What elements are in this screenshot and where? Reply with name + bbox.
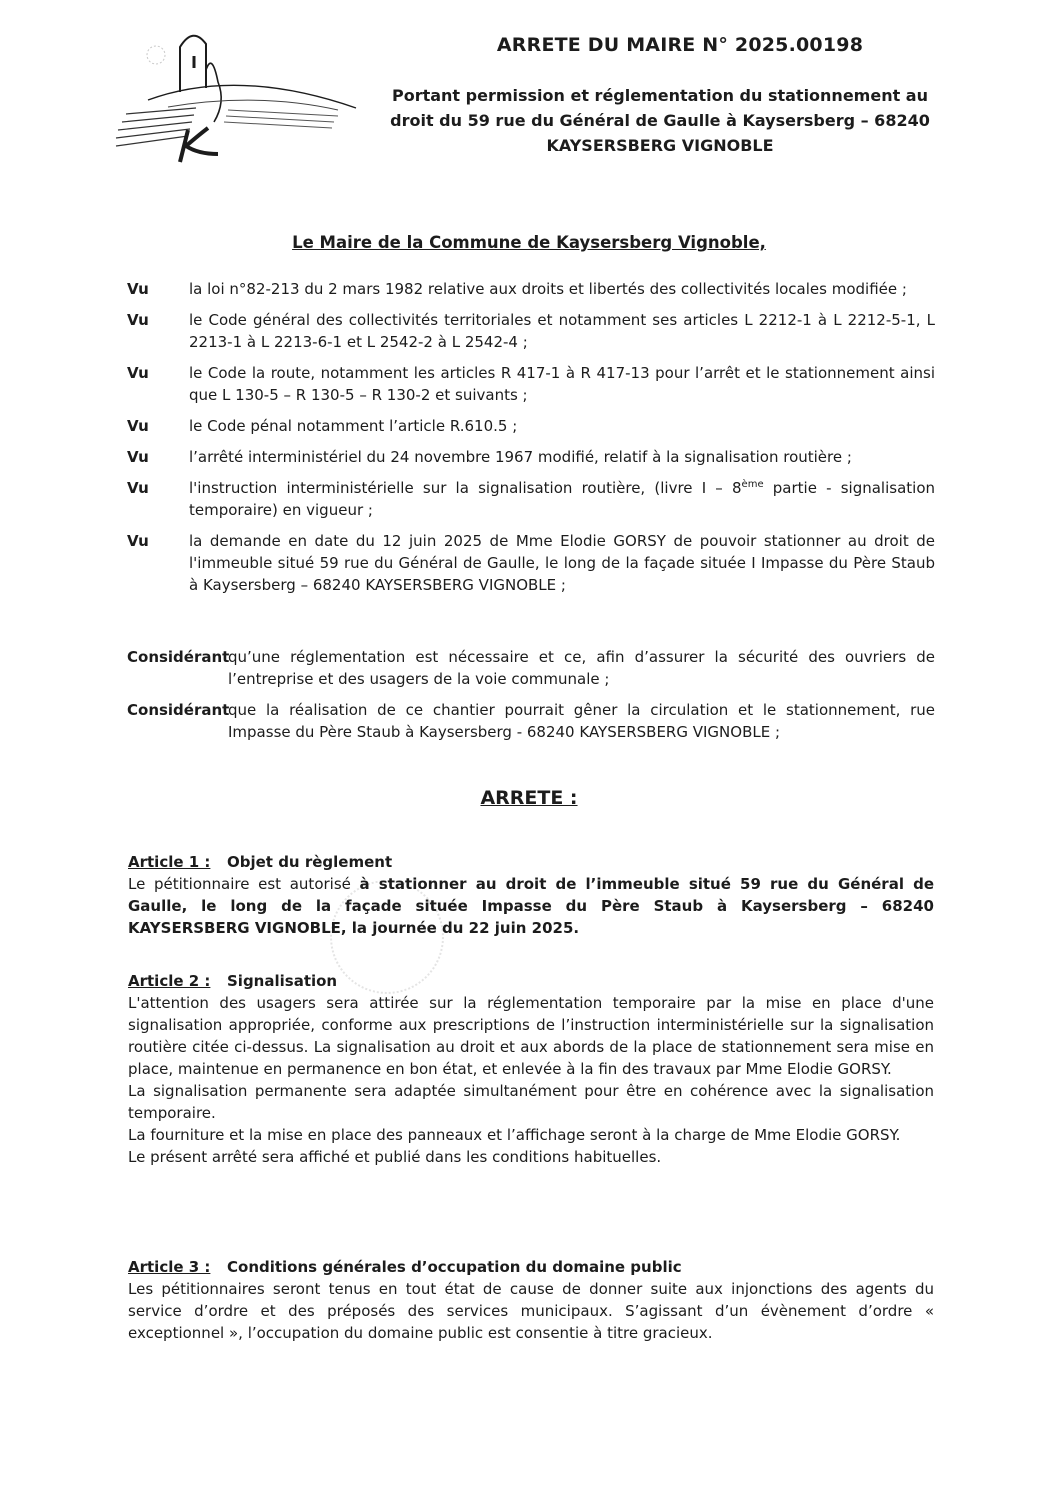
article-paragraph bbox=[128, 873, 934, 939]
vu-text bbox=[189, 477, 935, 521]
article-number: Article 2 : bbox=[128, 972, 211, 990]
article-heading bbox=[128, 1256, 934, 1278]
considerant-text: que la réalisation de ce chantier pourrait gêner la circulation et le stationnement, rue Impasse du Père Staub à Kaysersberg - 68240 KAYSERSBERG VIGNOBLE ; bbox=[228, 701, 935, 741]
vu-text: le Code général des collectivités territoriales et notamment ses articles L 2212-1 à L 2212-5-1, L 2213-1 à L 2213-6-1 et L 2542-2 à L 2542-4 ; bbox=[189, 311, 935, 351]
subtitle-line: KAYSERSBERG VIGNOBLE bbox=[546, 136, 774, 155]
document-title: ARRETE DU MAIRE N° 2025.00198 bbox=[496, 34, 864, 56]
document-subtitle bbox=[380, 83, 940, 158]
kaysersberg-vignoble-logo bbox=[108, 22, 368, 172]
vu-item bbox=[127, 362, 935, 406]
maire-heading: Le Maire de la Commune de Kaysersberg Vignoble, bbox=[292, 233, 766, 252]
article-heading bbox=[128, 851, 934, 873]
subtitle-line: Portant permission et réglementation du stationnement au bbox=[391, 86, 928, 105]
vu-label: Vu bbox=[127, 311, 149, 329]
vu-text: l’arrêté interministériel du 24 novembre 1967 modifié, relatif à la signalisation routière ; bbox=[189, 448, 852, 466]
article-2 bbox=[128, 970, 934, 1168]
vu-item bbox=[127, 477, 935, 521]
article-title: Signalisation bbox=[227, 972, 338, 990]
considerant-item bbox=[127, 699, 935, 743]
subtitle-line: droit du 59 rue du Général de Gaulle à Kaysersberg – 68240 bbox=[390, 111, 930, 130]
article-paragraph: La signalisation permanente sera adaptée simultanément pour être en cohérence avec la signalisation temporaire. bbox=[128, 1082, 934, 1122]
article-number: Article 3 : bbox=[128, 1258, 211, 1276]
vu-text: la demande en date du 12 juin 2025 de Mme Elodie GORSY de pouvoir stationner au droit de l'immeuble situé 59 rue du Général de Gaulle, le long de la façade située I Impasse du Père Staub à Kaysersberg – 68240 KAYSERSBERG VIGNOBLE ; bbox=[189, 532, 935, 594]
vu-text: la loi n°82-213 du 2 mars 1982 relative aux droits et libertés des collectivités locales modifiée ; bbox=[189, 280, 907, 298]
vu-label: Vu bbox=[127, 364, 149, 382]
article-body bbox=[128, 992, 934, 1168]
considerant-label: Considérant bbox=[127, 701, 230, 719]
article-title: Conditions générales d’occupation du domaine public bbox=[227, 1258, 682, 1276]
article-1 bbox=[128, 851, 934, 939]
vu-text-superscript: ème bbox=[741, 479, 764, 490]
vu-item bbox=[127, 446, 935, 468]
vu-text-part: partie - signalisation temporaire) en vigueur ; bbox=[189, 479, 935, 519]
article-body bbox=[128, 873, 934, 939]
vu-text: le Code la route, notamment les articles R 417-1 à R 417-13 pour l’arrêt et le stationnement ainsi que L 130-5 – R 130-5 – R 130-2 et suivants ; bbox=[189, 364, 935, 404]
vu-text-part: l'instruction interministérielle sur la signalisation routière, (livre I – 8 bbox=[189, 479, 742, 497]
article-number: Article 1 : bbox=[128, 853, 211, 871]
considerant-item bbox=[127, 646, 935, 690]
vu-label: Vu bbox=[127, 448, 149, 466]
article-heading bbox=[128, 970, 934, 992]
article-body bbox=[128, 1278, 934, 1344]
article-title: Objet du règlement bbox=[227, 853, 393, 871]
vu-item bbox=[127, 309, 935, 353]
considerant-label: Considérant bbox=[127, 648, 230, 666]
vu-item bbox=[127, 530, 935, 596]
article-paragraph: Le présent arrêté sera affiché et publié dans les conditions habituelles. bbox=[128, 1148, 662, 1166]
vu-label: Vu bbox=[127, 280, 149, 298]
vu-list bbox=[127, 278, 935, 605]
vu-label: Vu bbox=[127, 479, 149, 497]
article-bold-text: à stationner au droit de l’immeuble situé 59 rue du Général de Gaulle, le long de la façade située Impasse du Père Staub à Kaysersberg – 68240 KAYSERSBERG VIGNOBLE, la journée du 22 juin 2025. bbox=[128, 875, 934, 937]
vu-label: Vu bbox=[127, 532, 149, 550]
article-paragraph: La fourniture et la mise en place des panneaux et l’affichage seront à la charge de Mme Elodie GORSY. bbox=[128, 1126, 901, 1144]
considerant-text: qu’une réglementation est nécessaire et ce, afin d’assurer la sécurité des ouvriers de l’entreprise et des usagers de la voie communale ; bbox=[228, 648, 935, 688]
vu-text: le Code pénal notamment l’article R.610.5 ; bbox=[189, 417, 518, 435]
article-paragraph: L'attention des usagers sera attirée sur la réglementation temporaire par la mise en place d'une signalisation appropriée, conforme aux prescriptions de l’instruction interministérielle sur la signalisation routière citée ci-dessus. La signalisation au droit et aux abords de la place de stationnement sera mise en place, maintenue en permanence en bon état, et enlevée à la fin des travaux par Mme Elodie GORSY. bbox=[128, 994, 934, 1078]
vu-label: Vu bbox=[127, 417, 149, 435]
arrete-heading: ARRETE : bbox=[480, 787, 578, 809]
considerant-list bbox=[127, 646, 935, 752]
vu-item bbox=[127, 415, 935, 437]
article-3 bbox=[128, 1256, 934, 1344]
article-text: Le pétitionnaire est autorisé bbox=[128, 875, 360, 893]
article-paragraph: Les pétitionnaires seront tenus en tout état de cause de donner suite aux injonctions des agents du service d’ordre et des préposés des services municipaux. S’agissant d’un évènement d’ordre « exceptionnel », l’occupation du domaine public est consentie à titre gracieux. bbox=[128, 1280, 934, 1342]
vu-item bbox=[127, 278, 935, 300]
